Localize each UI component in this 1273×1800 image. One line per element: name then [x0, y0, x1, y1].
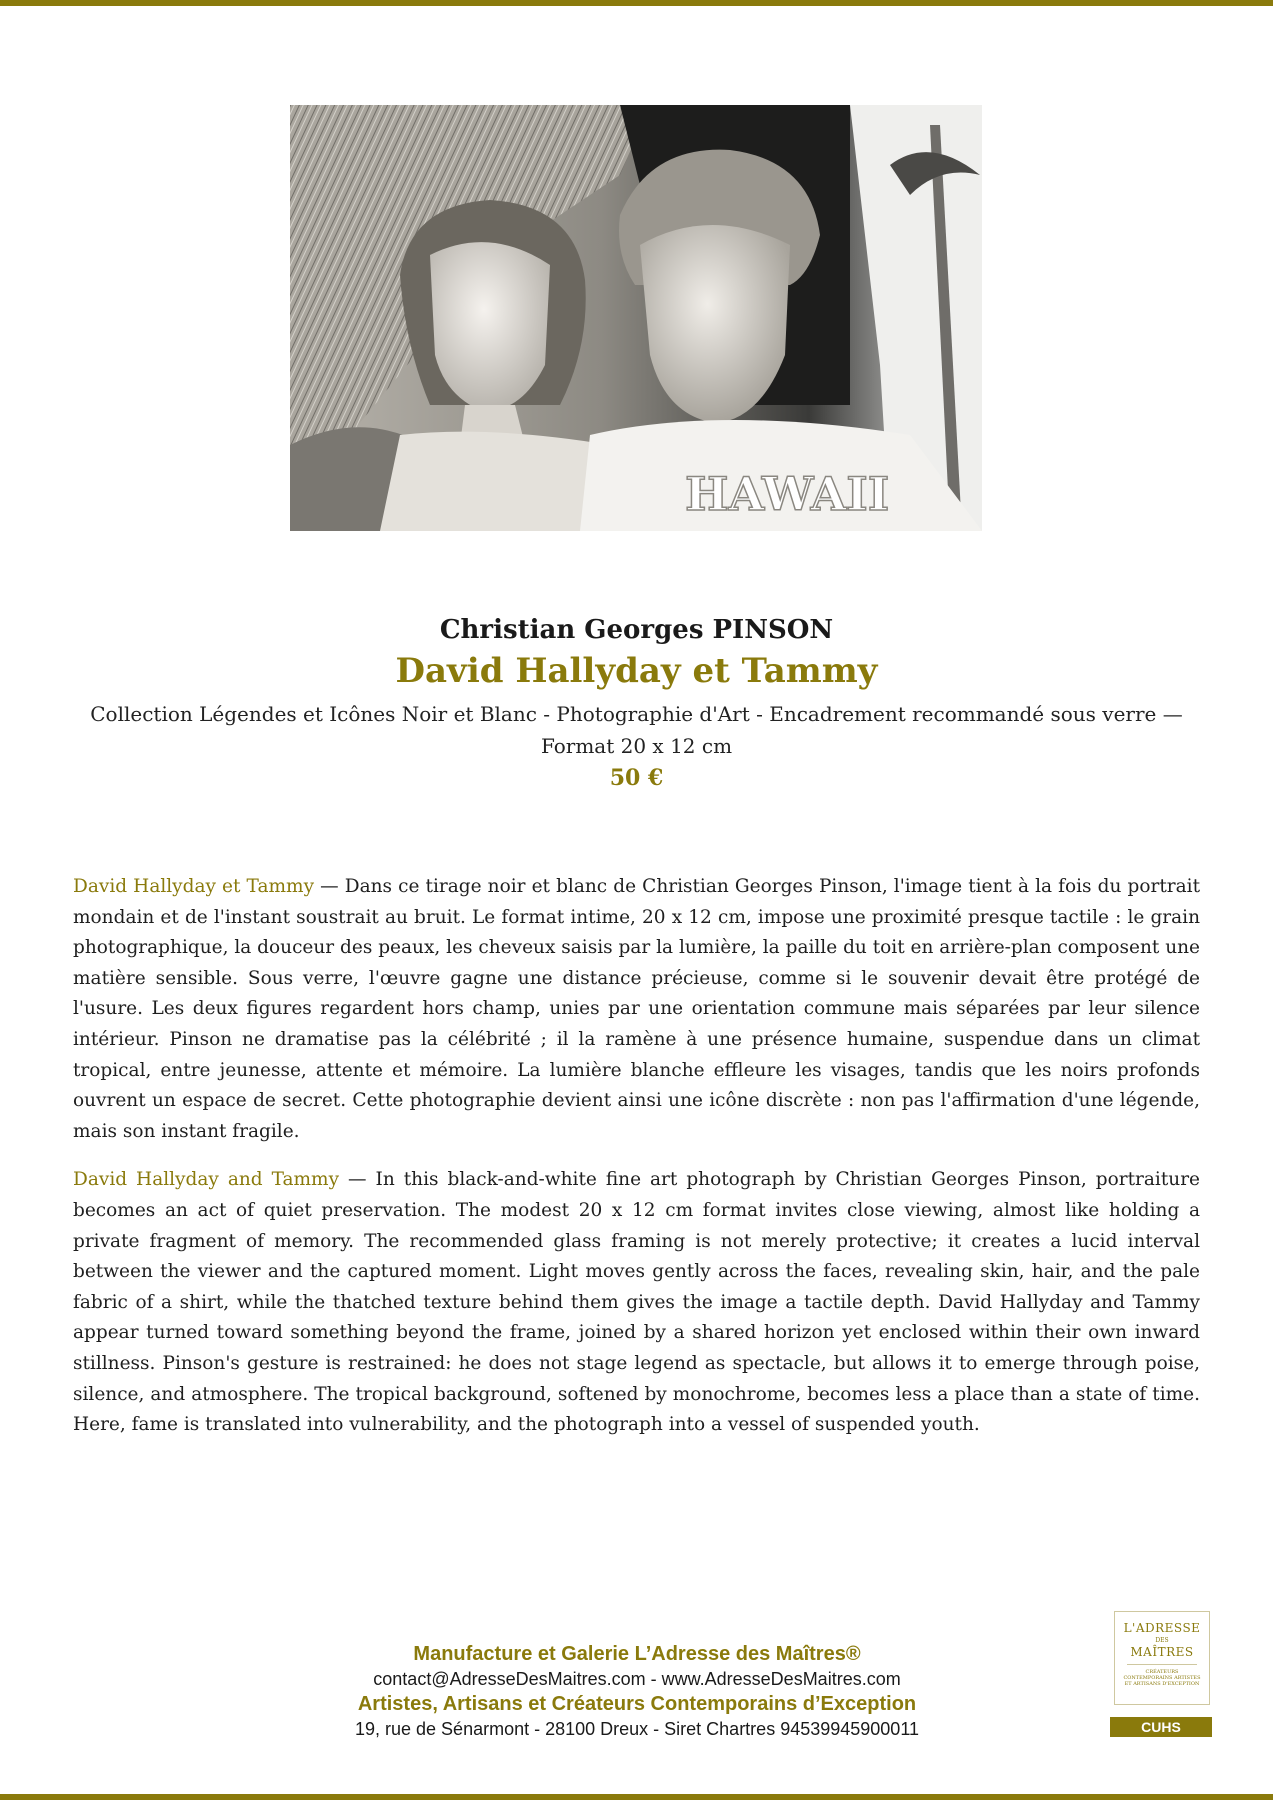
- footer: [237, 1641, 1037, 1741]
- top-rule: [0, 0, 1273, 6]
- description-fr: [73, 872, 1200, 1147]
- footer-tagline: Artistes, Artisans et Créateurs Contemporains d’Exception: [357, 1693, 917, 1715]
- logo-line-1: L'ADRESSE: [1123, 1621, 1201, 1635]
- artist-name: Christian Georges PINSON: [439, 615, 834, 645]
- bottom-rule: [0, 1794, 1273, 1800]
- artwork-title: David Hallyday et Tammy: [395, 651, 878, 691]
- logo-line-2: DES: [1155, 1637, 1169, 1644]
- shirt-lettering: HAWAII: [685, 467, 890, 521]
- footer-address: 19, rue de Sénarmont - 28100 Dreux - Siret Chartres 94539945900011: [354, 1719, 920, 1739]
- footer-company: Manufacture et Galerie L’Adresse des Maîtres®: [413, 1643, 861, 1665]
- artwork-photo: [290, 105, 982, 531]
- cuhs-badge: CUHS: [1110, 1717, 1212, 1737]
- artwork-price: 50 €: [609, 765, 664, 791]
- artwork-subtitle: Collection Légendes et Icônes Noir et Blanc - Photographie d'Art - Encadrement recommandé sous verre — Format 20 x 12 cm: [90, 702, 1183, 758]
- description: [73, 872, 1200, 1459]
- logo-line-3: MAÎTRES: [1130, 1645, 1194, 1659]
- footer-contact[interactable]: contact@AdresseDesMaitres.com - www.AdresseDesMaitres.com: [373, 1669, 901, 1689]
- description-fr-lead: David Hallyday et Tammy: [73, 876, 315, 897]
- logo-line-4: CRÉATEURS CONTEMPORAINS ARTISTES ET ARTISANS D'EXCEPTION: [1123, 1669, 1201, 1687]
- gallery-logo: [1114, 1611, 1210, 1705]
- description-fr-body: — Dans ce tirage noir et blanc de Christian Georges Pinson, l'image tient à la fois du portrait mondain et de l'instant soustrait au bruit. Le format intime, 20 x 12 cm, impose une proximité presque tactile : le grain photographique, la douceur des peaux, les cheveux saisis par la lumière, la paille du toit en arrière-plan composent une matière sensible. Sous verre, l'œuvre gagne une distance précieuse, comme si le souvenir devait être protégé de l'usure. Les deux figures regardent hors champ, unies par une orientation commune mais séparées par leur silence intérieur. Pinson ne dramatise pas la célébrité ; il la ramène à une présence humaine, suspendue dans un climat tropical, entre jeunesse, attente et mémoire. La lumière blanche effleure les visages, tandis que les noirs profonds ouvrent un espace de secret. Cette photographie devient ainsi une icône discrète : non pas l'affirmation d'une légende, mais son instant fragile.: [73, 876, 1201, 1142]
- description-en-body: — In this black-and-white fine art photograph by Christian Georges Pinson, portraiture becomes an act of quiet preservation. The modest 20 x 12 cm format invites close viewing, almost like holding a private fragment of memory. The recommended glass framing is not merely protective; it creates a lucid interval between the viewer and the captured moment. Light moves gently across the faces, revealing skin, hair, and the pale fabric of a shirt, while the thatched texture behind them gives the image a tactile depth. David Hallyday and Tammy appear turned toward something beyond the frame, joined by a shared horizon yet enclosed within their own inward stillness. Pinson's gesture is restrained: he does not stage legend as spectacle, but allows it to emerge through poise, silence, and atmosphere. The tropical background, softened by monochrome, becomes less a place than a state of time. Here, fame is translated into vulnerability, and the photograph into a vessel of suspended youth.: [73, 1169, 1200, 1436]
- description-en: [73, 1165, 1200, 1440]
- description-en-lead: David Hallyday and Tammy: [73, 1169, 340, 1191]
- logo-divider: [1127, 1664, 1197, 1665]
- artwork-heading: [80, 612, 1193, 794]
